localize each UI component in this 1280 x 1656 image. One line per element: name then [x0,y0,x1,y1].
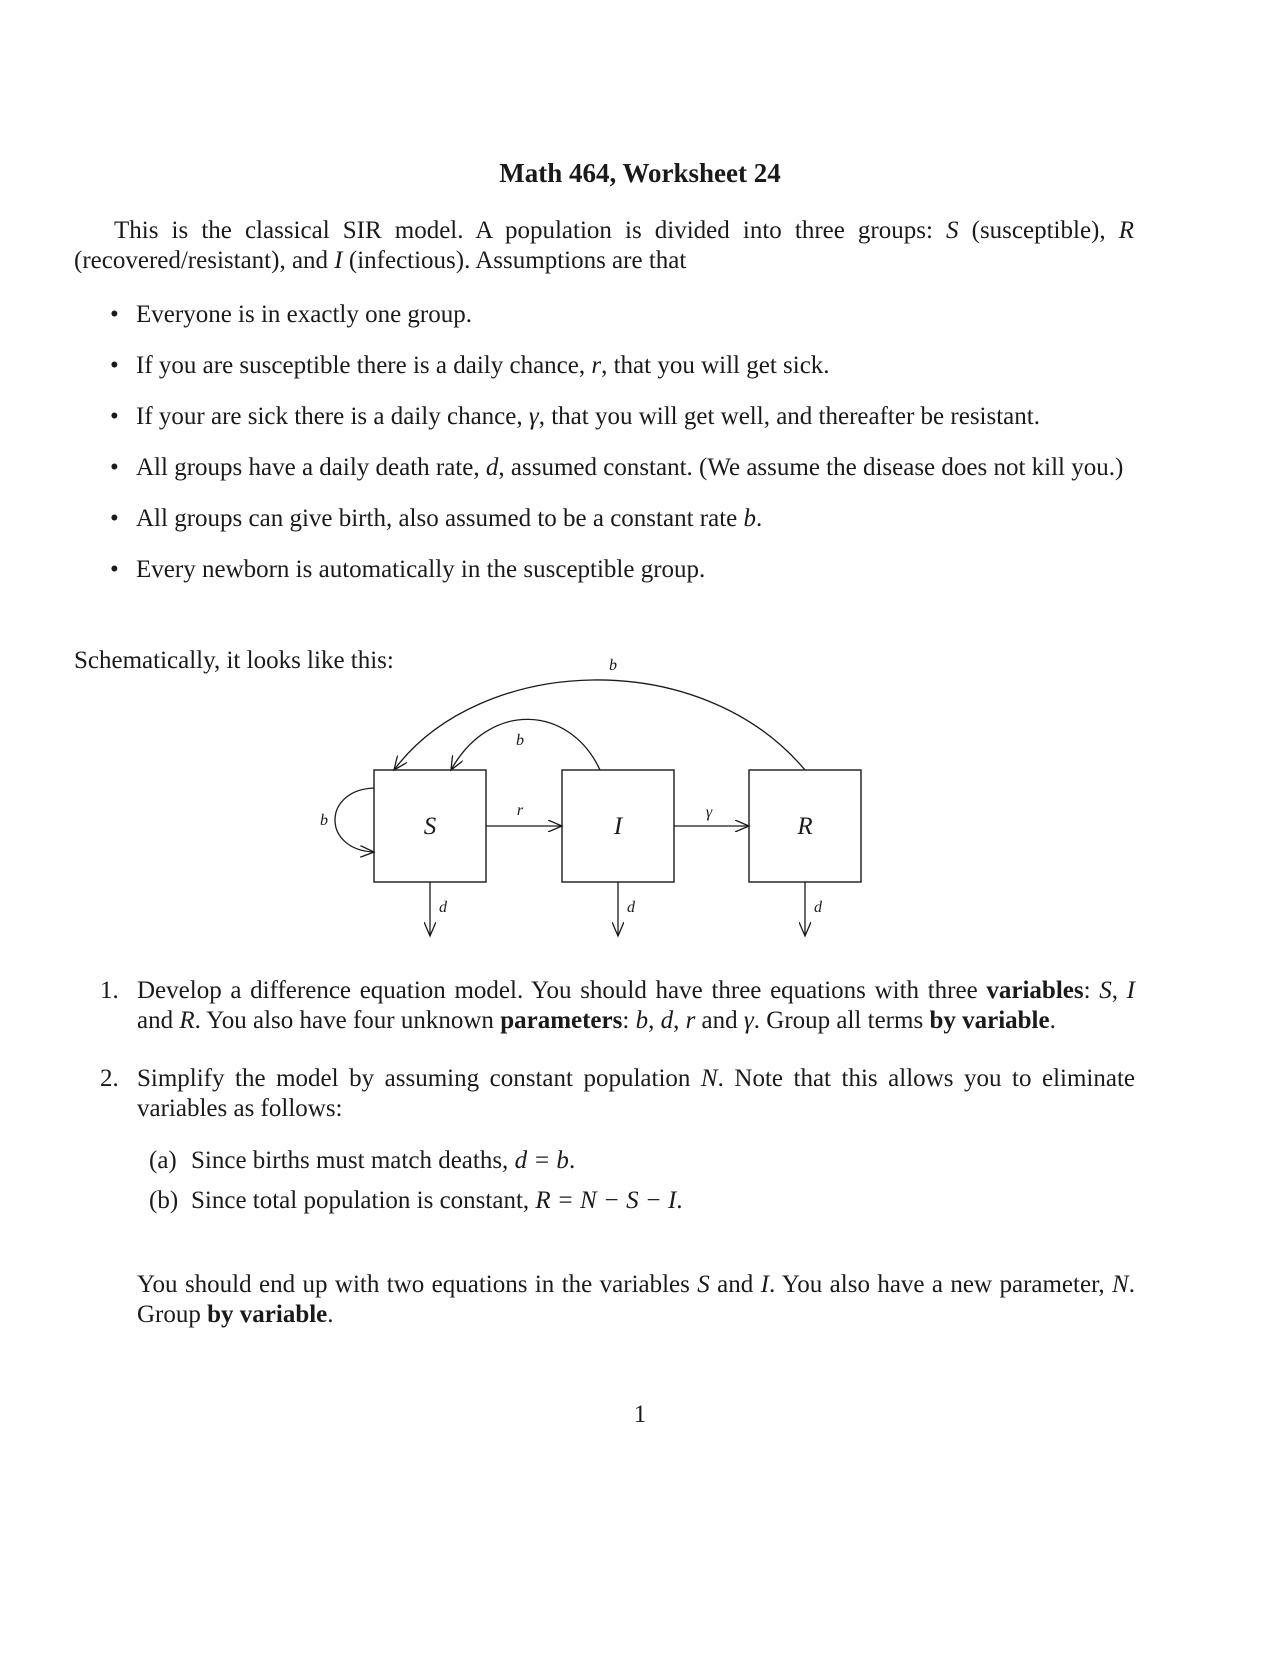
intro-text: (recovered/resistant), and [74,247,335,274]
problem-list [100,976,1135,1236]
param-n: N [700,1065,718,1092]
subproblem-list [149,1146,1135,1216]
var-s: S [946,217,959,244]
problem-text: . Group all terms [753,1007,930,1034]
problem-text: . Note that this allows you to eliminate variables as follows: [137,1065,1135,1122]
arrow-birth-i-to-s [451,719,600,770]
subproblem-text: Since births must match deaths, [191,1147,515,1174]
subproblem-label: (b) [149,1187,179,1214]
note-text: and [709,1271,761,1298]
param-n: N [1112,1271,1129,1298]
keyword: parameters [500,1007,623,1034]
problem-text: . You also have four unknown [194,1007,501,1034]
label-rate-gamma: γ [705,804,713,821]
intro-text: (infectious). Assumptions are that [342,247,687,274]
label-death-s: d [439,899,447,916]
problem-text: , [673,1007,686,1034]
subproblem-text: . [676,1187,683,1214]
param-r: r [591,352,602,379]
problem-item-1 [100,976,1135,1036]
arrow-birth-s-self [335,788,374,852]
problem-text: Simplify the model by assuming constant population [137,1065,701,1092]
problem-text: , [648,1007,661,1034]
problem-text: Develop a difference equation model. You should have three equations with three [137,977,987,1004]
param-gamma: γ [528,403,539,430]
problem-text: , [1111,977,1127,1004]
assumption-text: , that you will get sick. [601,352,830,379]
box-r-label: R [797,813,813,840]
param-b: b [743,505,756,532]
var-i: I [1126,977,1135,1004]
param-gamma: γ [743,1007,754,1034]
var-s: S [1099,977,1112,1004]
label-birth-outer: b [609,657,617,674]
param-d: d [485,454,499,481]
assumption-text: , that you will get well, and thereafter be resistant. [538,403,1040,430]
var-r: R [179,1007,195,1034]
schematic-label: Schematically, it looks like this: [74,647,394,674]
math-expression: R = N − S − I [535,1187,677,1214]
keyword: by variable [929,1007,1050,1034]
label-death-i: d [627,899,635,916]
label-rate-r: r [516,802,524,819]
arrow-birth-r-to-s [394,680,805,770]
assumption-text: . [755,505,763,532]
param-r: r [685,1007,696,1034]
var-i: I [760,1271,769,1298]
problem-text: : [622,1007,636,1034]
assumption-text: , assumed constant. (We assume the disease does not kill you.) [498,454,1124,481]
note-text: You should end up with two equations in the variables [137,1271,698,1298]
subproblem-label: (a) [149,1147,177,1174]
note-text: . Group [137,1271,1135,1328]
note-text: . [327,1301,334,1328]
var-i: I [334,247,343,274]
note-text: . You also have a new parameter, [769,1271,1113,1298]
problem-number: 2. [100,1065,119,1092]
var-r: R [1118,217,1134,244]
label-birth-inner: b [516,732,524,749]
subproblem-text: . [568,1147,576,1174]
problem-text: and [695,1007,744,1034]
label-death-r: d [814,899,822,916]
assumption-text: All groups can give birth, also assumed to be a constant rate [136,505,744,532]
subproblem-text: Since total population is constant, [191,1187,536,1214]
param-d: d [660,1007,674,1034]
assumption-text: Everyone is in exactly one group. [136,301,473,328]
box-s-label: S [423,813,437,840]
subproblem-b [149,1186,1135,1216]
problem-text: . [1049,1007,1056,1034]
assumption-text: All groups have a daily death rate, [136,454,486,481]
assumption-text: If you are susceptible there is a daily chance, [136,352,592,379]
math-expression: d = b [514,1147,569,1174]
problem-text: : [1083,977,1100,1004]
keyword: variables [986,977,1084,1004]
intro-text: This is the classical SIR model. A population is divided into three groups: [114,217,947,244]
subproblem-a [149,1146,1135,1176]
box-i-label: I [613,813,623,840]
assumption-text: Every newborn is automatically in the susceptible group. [136,556,706,583]
page-number: 1 [633,1401,647,1428]
problem-text: and [137,1007,180,1034]
problem-item-2 [100,1064,1135,1216]
problem-number: 1. [100,977,119,1004]
intro-text: (susceptible), [958,217,1119,244]
label-birth-self: b [320,812,328,829]
closing-note [137,1270,1135,1330]
assumption-text: If your are sick there is a daily chance, [136,403,529,430]
keyword: by variable [207,1301,328,1328]
param-b: b [635,1007,649,1034]
page-title: Math 464, Worksheet 24 [499,158,781,188]
var-s: S [697,1271,710,1298]
